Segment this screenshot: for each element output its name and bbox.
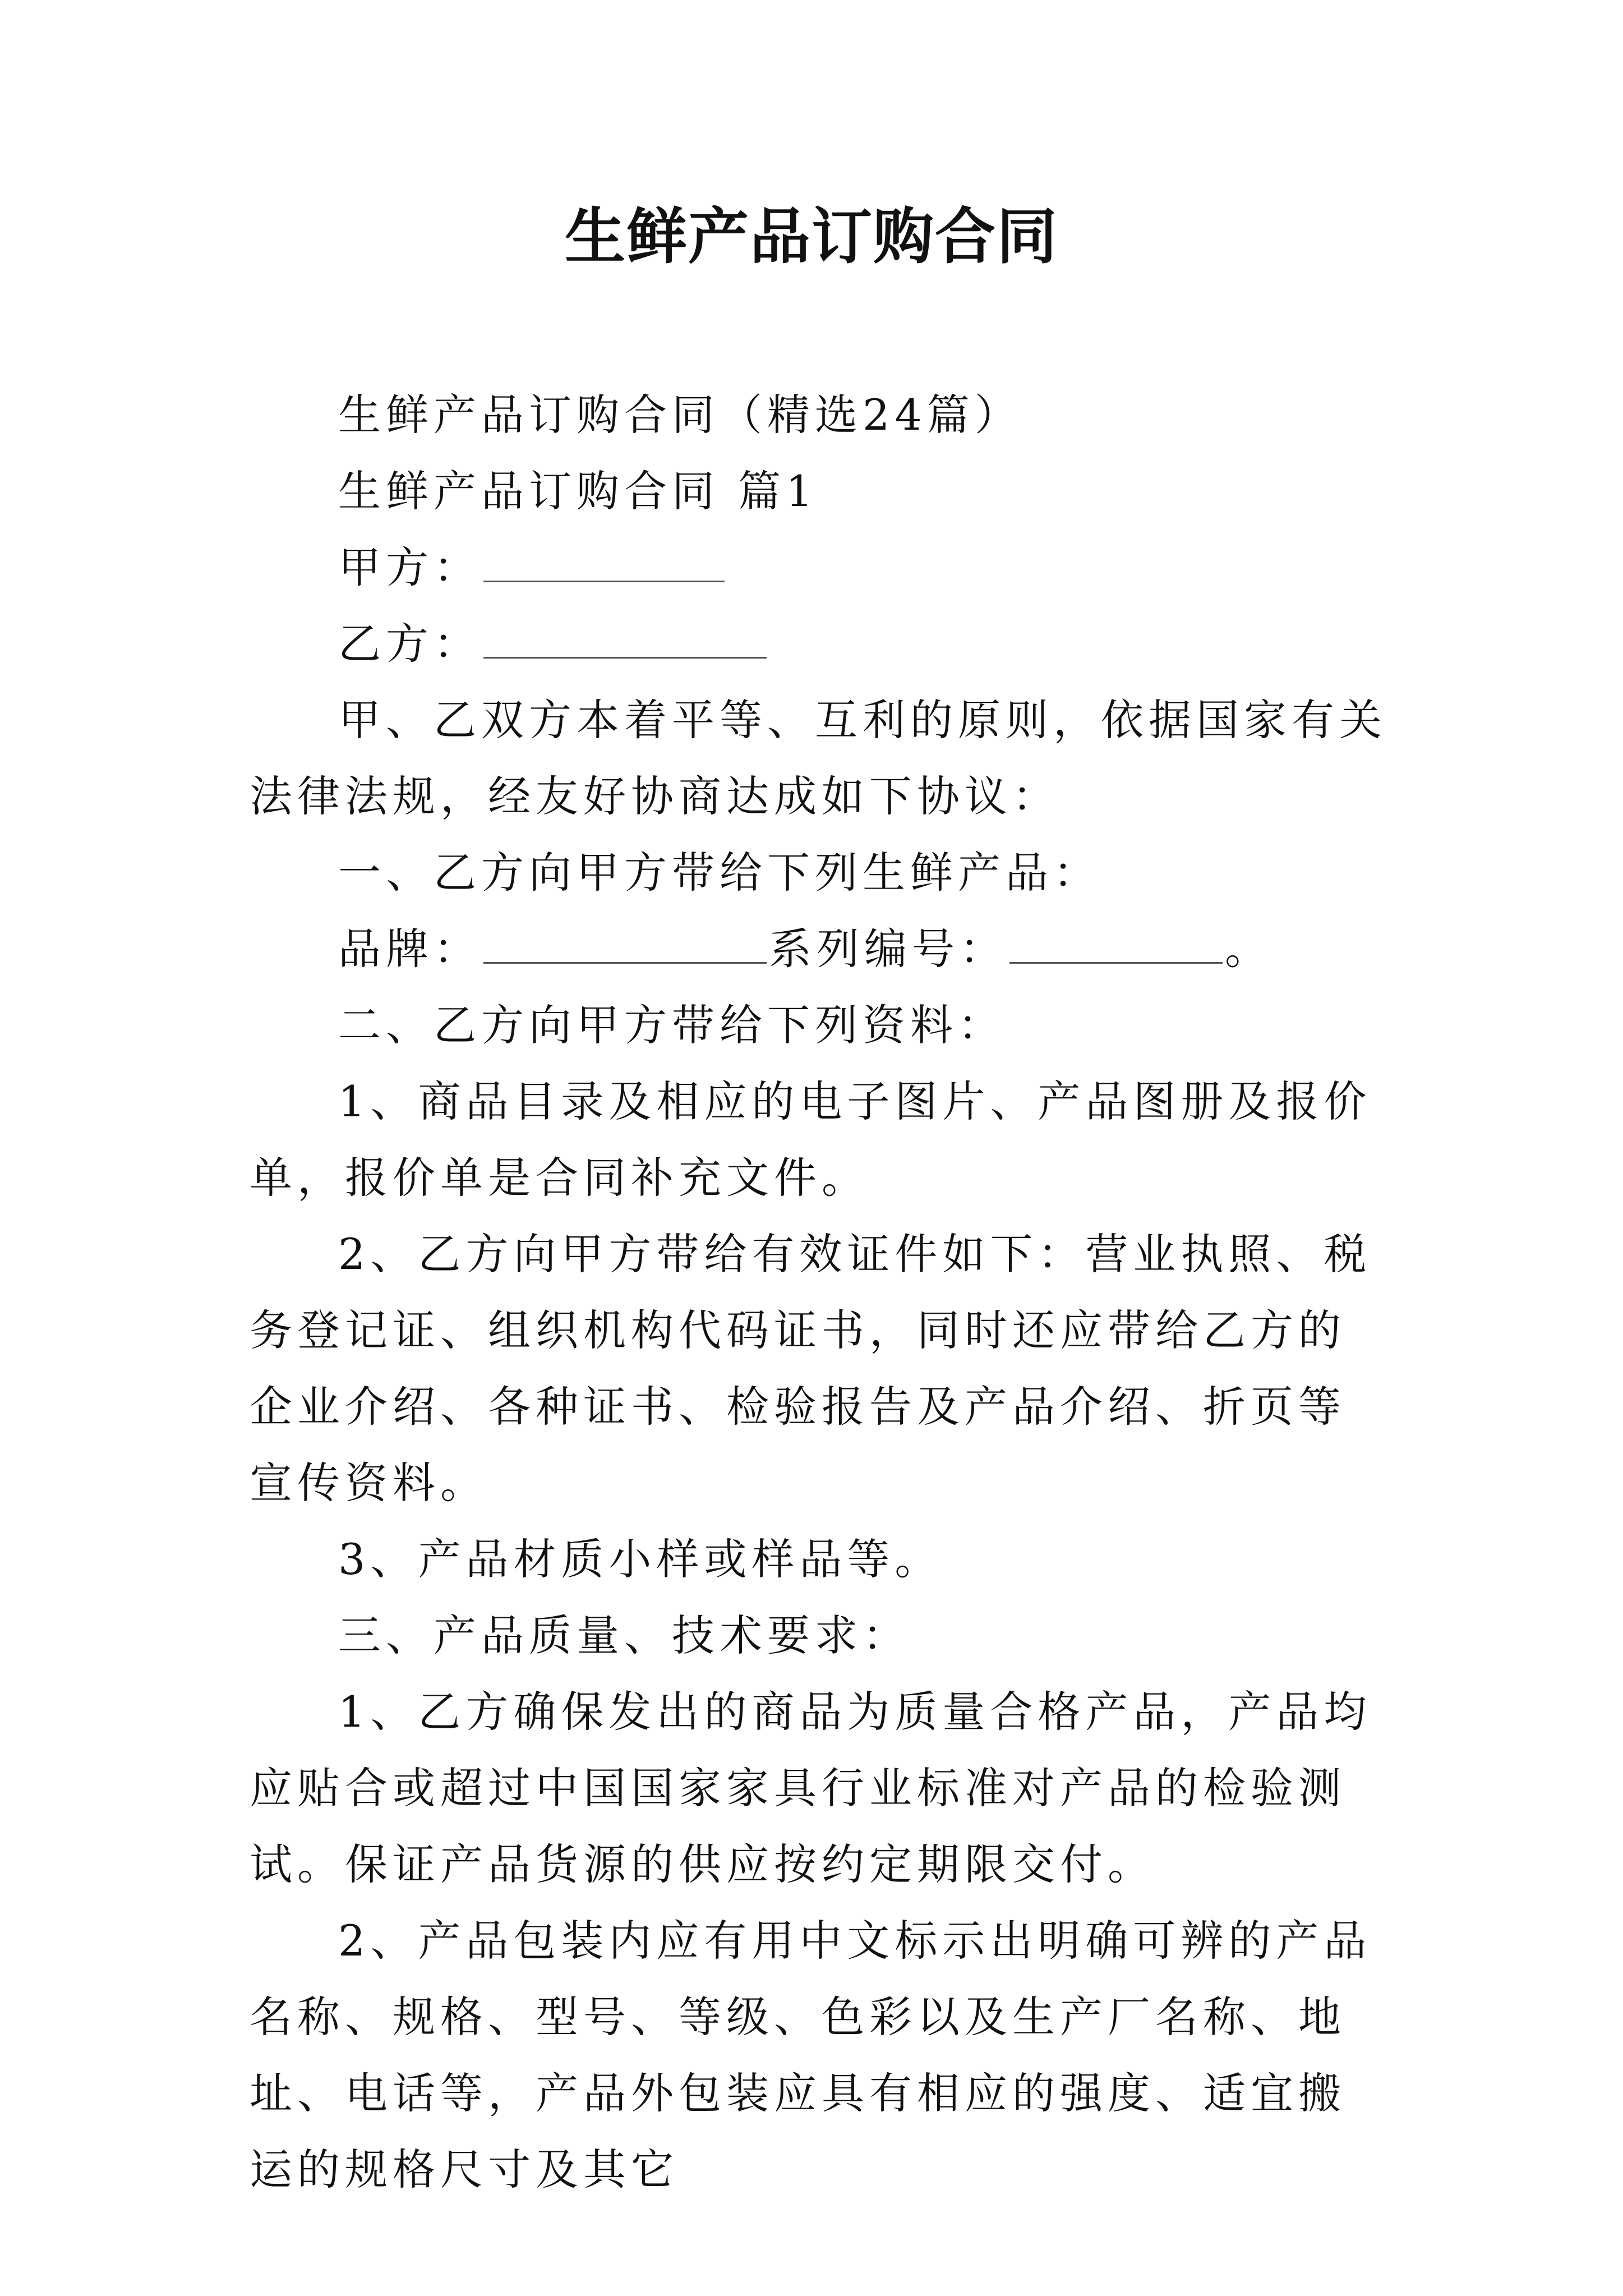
party-a-line (250, 530, 1388, 606)
clause-1: 一、乙方向甲方带给下列生鲜产品： (338, 848, 1101, 898)
party-a-label: 甲方： (338, 542, 481, 592)
document-title: 生鲜产品订购合同 (564, 201, 1058, 272)
party-b-blank (483, 623, 767, 659)
document-body (250, 377, 1388, 2208)
party-a-blank (483, 547, 725, 582)
brand-label: 品牌： (338, 924, 481, 974)
series-blank (1009, 928, 1223, 964)
brand-line-end: 。 (1225, 924, 1272, 974)
series-label: 系列编号： (769, 924, 1007, 974)
clause-2: 二、乙方向甲方带给下列资料： (338, 1000, 1006, 1050)
clause-3: 三、产品质量、技术要求： (338, 1611, 910, 1660)
item-3-2: 2、产品包装内应有用中文标示出明确可辨的产品名称、规格、型号、等级、色彩以及生产厂名称、地址、电话等，产品外包装应具有相应的强度、适宜搬运的规格尺寸及其它 (250, 1916, 1372, 2194)
item-2-1: 1、商品目录及相应的电子图片、产品图册及报价单，报价单是合同补充文件。 (250, 1076, 1372, 1203)
item-2-2: 2、乙方向甲方带给有效证件如下：营业执照、税务登记证、组织机构代码证书，同时还应带给乙方的企业介绍、各种证书、检验报告及产品介绍、折页等宣传资料。 (250, 1229, 1372, 1508)
section-heading: 生鲜产品订购合同 篇1 (338, 466, 818, 516)
item-3-1: 1、乙方确保发出的商品为质量合格产品，产品均应贴合或超过中国国家家具行业标准对产品的检验测试。保证产品货源的供应按约定期限交付。 (250, 1687, 1372, 1889)
brand-line (250, 911, 1388, 987)
party-b-line (250, 606, 1388, 682)
item-2-3: 3、产品材质小样或样品等。 (338, 1534, 943, 1584)
party-b-label: 乙方： (338, 619, 481, 669)
intro-paragraph: 甲、乙双方本着平等、互利的原则，依据国家有关法律法规，经友好协商达成如下协议： (250, 695, 1387, 821)
subtitle: 生鲜产品订购合同（精选24篇） (338, 390, 1022, 440)
brand-blank (483, 928, 767, 964)
